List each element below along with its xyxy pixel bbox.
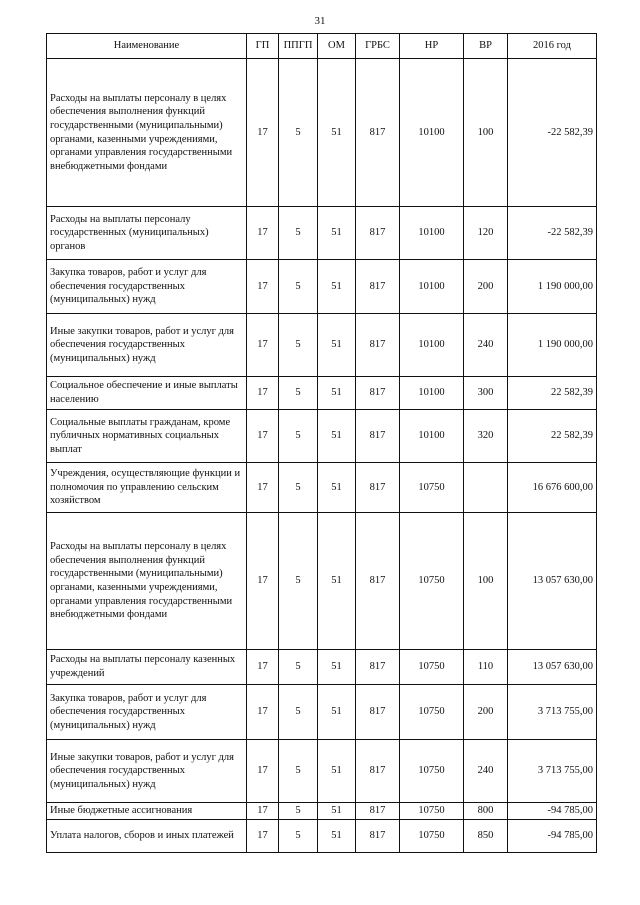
table-row [47,685,597,740]
row-name: Закупка товаров, работ и услуг для обеспечения государственных (муниципальных) нужд [47,685,247,740]
row-ppgp: 5 [279,410,318,463]
row-ppgp: 5 [279,685,318,740]
row-gp: 17 [247,685,279,740]
row-om: 51 [318,803,356,820]
table-row [47,803,597,820]
row-om: 51 [318,740,356,803]
row-gp: 17 [247,513,279,650]
row-grbs: 817 [356,377,400,410]
row-om: 51 [318,314,356,377]
row-vr: 200 [464,260,508,314]
row-om: 51 [318,260,356,314]
row-grbs: 817 [356,650,400,685]
row-gp: 17 [247,819,279,852]
row-om: 51 [318,410,356,463]
row-amount: 22 582,39 [508,410,597,463]
row-grbs: 817 [356,685,400,740]
row-gp: 17 [247,59,279,207]
row-amount: 1 190 000,00 [508,260,597,314]
table-row [47,260,597,314]
row-name: Социальное обеспечение и иные выплаты населению [47,377,247,410]
row-ppgp: 5 [279,463,318,513]
row-vr: 110 [464,650,508,685]
row-grbs: 817 [356,463,400,513]
row-ppgp: 5 [279,207,318,260]
row-amount: -94 785,00 [508,819,597,852]
row-om: 51 [318,207,356,260]
row-nr: 10750 [400,685,464,740]
row-grbs: 817 [356,803,400,820]
row-ppgp: 5 [279,740,318,803]
row-name: Закупка товаров, работ и услуг для обеспечения государственных (муниципальных) нужд [47,260,247,314]
row-gp: 17 [247,803,279,820]
row-ppgp: 5 [279,803,318,820]
row-name: Учреждения, осуществляющие функции и полномочия по управлению сельским хозяйством [47,463,247,513]
row-grbs: 817 [356,410,400,463]
row-amount: 3 713 755,00 [508,685,597,740]
table-header-row [47,34,597,59]
row-nr: 10100 [400,377,464,410]
row-name: Расходы на выплаты персоналу в целях обеспечения выполнения функций государственными (муниципальными) органами, казенными учреждениями, органами управления государственными внебюджетными фондами [47,513,247,650]
row-nr: 10100 [400,410,464,463]
row-name: Иные закупки товаров, работ и услуг для обеспечения государственных (муниципальных) нужд [47,740,247,803]
row-grbs: 817 [356,59,400,207]
row-ppgp: 5 [279,59,318,207]
row-amount: 13 057 630,00 [508,650,597,685]
table-row [47,463,597,513]
row-ppgp: 5 [279,377,318,410]
table-row [47,650,597,685]
row-grbs: 817 [356,513,400,650]
header-gp: ГП [247,34,279,59]
row-grbs: 817 [356,740,400,803]
row-om: 51 [318,463,356,513]
row-nr: 10750 [400,803,464,820]
row-name: Уплата налогов, сборов и иных платежей [47,819,247,852]
row-om: 51 [318,377,356,410]
table-row [47,207,597,260]
row-nr: 10100 [400,260,464,314]
row-om: 51 [318,650,356,685]
header-ppgp: ППГП [279,34,318,59]
row-om: 51 [318,59,356,207]
row-nr: 10100 [400,314,464,377]
header-vr: ВР [464,34,508,59]
row-gp: 17 [247,260,279,314]
row-name: Расходы на выплаты персоналу в целях обеспечения выполнения функций государственными (муниципальными) органами, казенными учреждениями, органами управления государственными внебюджетными фондами [47,59,247,207]
row-nr: 10750 [400,740,464,803]
row-name: Иные бюджетные ассигнования [47,803,247,820]
row-vr: 100 [464,59,508,207]
row-vr: 300 [464,377,508,410]
row-gp: 17 [247,650,279,685]
row-om: 51 [318,819,356,852]
header-year: 2016 год [508,34,597,59]
row-om: 51 [318,513,356,650]
row-amount: -22 582,39 [508,59,597,207]
row-vr: 240 [464,740,508,803]
row-amount: -94 785,00 [508,803,597,820]
row-nr: 10750 [400,819,464,852]
header-nr: НР [400,34,464,59]
row-gp: 17 [247,314,279,377]
row-gp: 17 [247,410,279,463]
row-ppgp: 5 [279,819,318,852]
row-vr: 800 [464,803,508,820]
header-name: Наименование [47,34,247,59]
row-amount: 1 190 000,00 [508,314,597,377]
row-vr [464,463,508,513]
row-om: 51 [318,685,356,740]
table-row [47,513,597,650]
row-nr: 10750 [400,650,464,685]
row-nr: 10100 [400,207,464,260]
table-row [47,314,597,377]
page-number: 31 [314,15,326,27]
row-name: Иные закупки товаров, работ и услуг для обеспечения государственных (муниципальных) нужд [47,314,247,377]
row-vr: 240 [464,314,508,377]
row-name: Расходы на выплаты персоналу казенных учреждений [47,650,247,685]
row-vr: 200 [464,685,508,740]
row-amount: 16 676 600,00 [508,463,597,513]
row-ppgp: 5 [279,314,318,377]
table-row [47,410,597,463]
row-vr: 320 [464,410,508,463]
header-grbs: ГРБС [356,34,400,59]
row-gp: 17 [247,377,279,410]
row-ppgp: 5 [279,260,318,314]
row-grbs: 817 [356,819,400,852]
table-row [47,377,597,410]
row-nr: 10750 [400,463,464,513]
row-ppgp: 5 [279,650,318,685]
row-vr: 120 [464,207,508,260]
table-row [47,819,597,852]
row-ppgp: 5 [279,513,318,650]
row-grbs: 817 [356,314,400,377]
row-amount: 13 057 630,00 [508,513,597,650]
budget-table [46,33,597,853]
row-nr: 10100 [400,59,464,207]
row-amount: 22 582,39 [508,377,597,410]
row-name: Расходы на выплаты персоналу государственных (муниципальных) органов [47,207,247,260]
row-amount: 3 713 755,00 [508,740,597,803]
table-row [47,740,597,803]
row-grbs: 817 [356,260,400,314]
table-row [47,59,597,207]
row-grbs: 817 [356,207,400,260]
row-gp: 17 [247,463,279,513]
row-amount: -22 582,39 [508,207,597,260]
row-gp: 17 [247,207,279,260]
row-name: Социальные выплаты гражданам, кроме публичных нормативных социальных выплат [47,410,247,463]
header-om: ОМ [318,34,356,59]
row-nr: 10750 [400,513,464,650]
row-vr: 100 [464,513,508,650]
row-vr: 850 [464,819,508,852]
row-gp: 17 [247,740,279,803]
